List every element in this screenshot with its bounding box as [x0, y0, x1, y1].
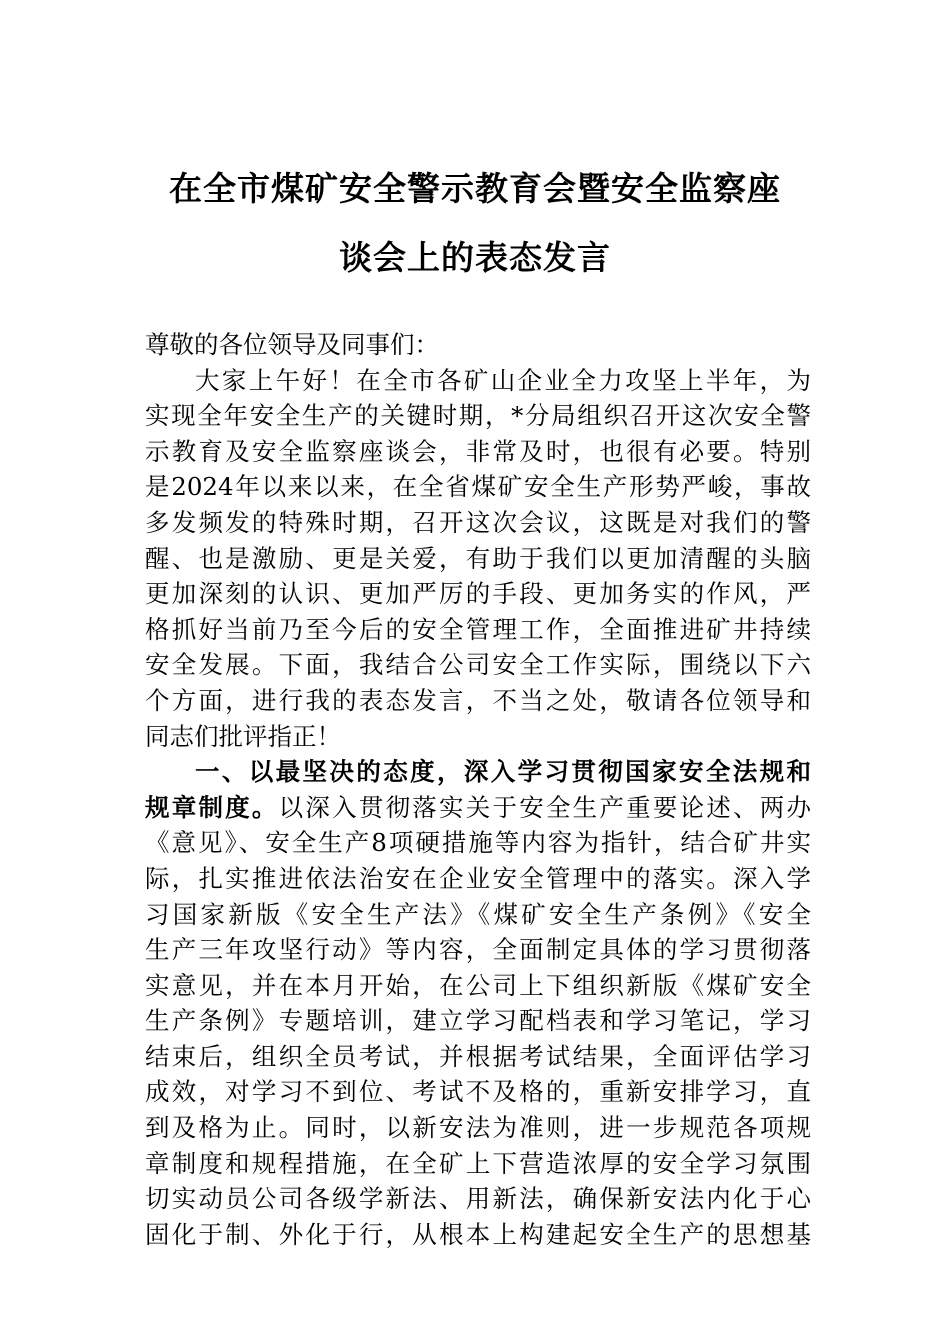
paragraph-line: 安全发展。下面，我结合公司安全工作实际，围绕以下六	[145, 650, 811, 680]
paragraph-line: 同志们批评指正！	[145, 721, 341, 751]
paragraph-line: 实意见，并在本月开始，在公司上下组织新版《煤矿安全	[145, 970, 811, 1000]
paragraph-line: 章制度和规程措施，在全矿上下营造浓厚的安全学习氛围	[145, 1148, 811, 1178]
document-title-line-2: 谈会上的表态发言	[339, 238, 611, 277]
paragraph-line: 更加深刻的认识、更加严厉的手段、更加务实的作风，严	[145, 579, 811, 609]
section-line-rest: 以深入贯彻落实关于安全生产重要论述、两办	[278, 792, 812, 822]
section-heading-end: 规章制度。	[145, 792, 279, 822]
paragraph-line: 固化于制、外化于行，从根本上构建起安全生产的思想基	[145, 1219, 811, 1249]
document-body	[145, 327, 811, 1252]
salutation: 尊敬的各位领导及同事们：	[145, 330, 439, 359]
paragraph-line: 切实动员公司各级学新法、用新法，确保新安法内化于心	[145, 1184, 811, 1214]
paragraph-line: 多发频发的特殊时期，召开这次会议，这既是对我们的警	[145, 507, 811, 537]
paragraph-line: 大家上午好！在全市各矿山企业全力攻坚上半年，为	[195, 365, 811, 395]
paragraph-line: 个方面，进行我的表态发言，不当之处，敬请各位领导和	[145, 685, 811, 715]
paragraph-line: 际，扎实推进依法治安在企业安全管理中的落实。深入学	[145, 863, 811, 893]
document-title-line-1: 在全市煤矿安全警示教育会暨安全监察座	[169, 169, 781, 208]
paragraph-line: 格抓好当前乃至今后的安全管理工作，全面推进矿井持续	[145, 614, 811, 644]
paragraph-line: 生产三年攻坚行动》等内容，全面制定具体的学习贯彻落	[145, 935, 811, 965]
paragraph-line: 习国家新版《安全生产法》《煤矿安全生产条例》《安全	[145, 899, 811, 929]
paragraph-line: 结束后，组织全员考试，并根据考试结果，全面评估学习	[145, 1041, 811, 1071]
paragraph-line: 是2024年以来以来，在全省煤矿安全生产形势严峻，事故	[145, 472, 811, 502]
paragraph-line: 到及格为止。同时，以新安法为准则，进一步规范各项规	[145, 1113, 811, 1143]
paragraph-line: 成效，对学习不到位、考试不及格的，重新安排学习，直	[145, 1077, 811, 1107]
paragraph-line: 示教育及安全监察座谈会，非常及时，也很有必要。特别	[145, 436, 811, 466]
paragraph-line: 生产条例》专题培训，建立学习配档表和学习笔记，学习	[145, 1006, 811, 1036]
paragraph-line	[145, 790, 811, 826]
paragraph-line: 《意见》、安全生产8项硬措施等内容为指针，结合矿井实	[145, 828, 811, 858]
paragraph-line: 醒、也是激励、更是关爱，有助于我们以更加清醒的头脑	[145, 543, 811, 573]
section-heading: 一、以最坚决的态度，深入学习贯彻国家安全法规和	[195, 757, 811, 787]
paragraph-line: 实现全年安全生产的关键时期，*分局组织召开这次安全警	[145, 401, 811, 431]
